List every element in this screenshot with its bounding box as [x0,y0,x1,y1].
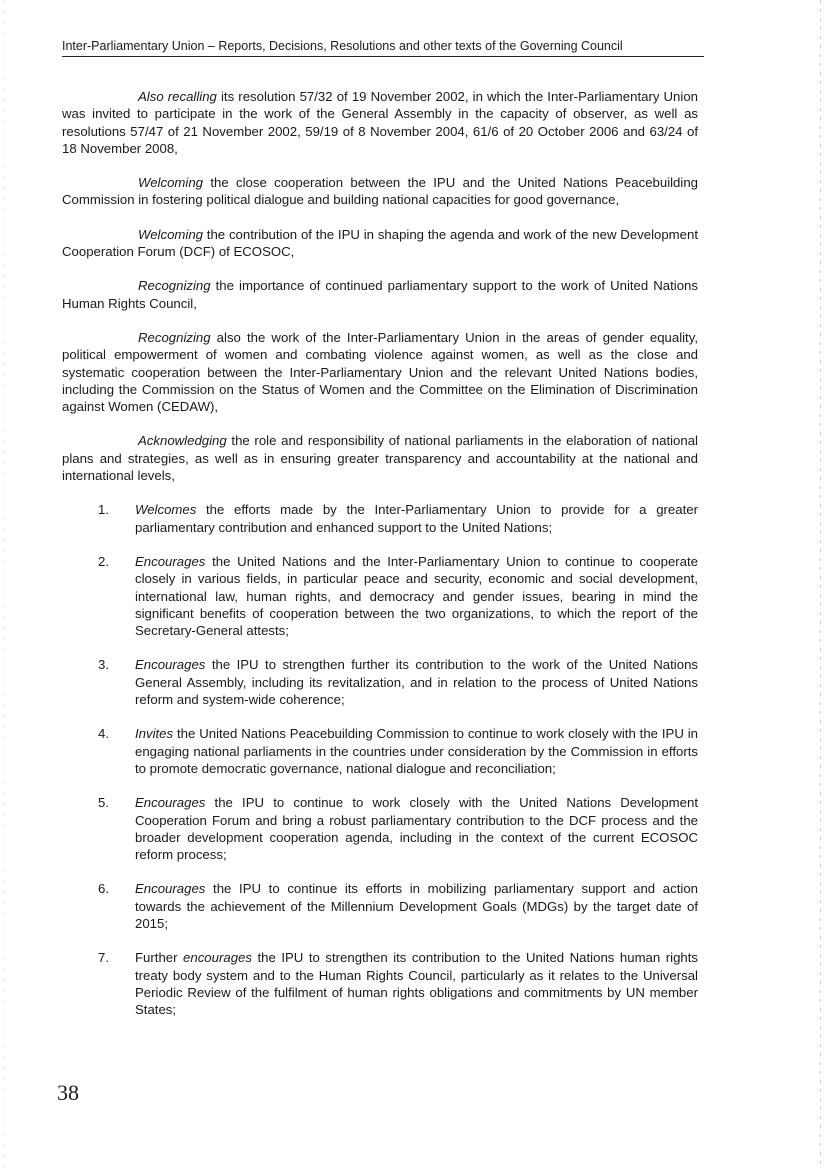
item-lead: Encourages [135,881,206,897]
preamble-text: also the work of the Inter-Parliamentary Union in the areas of gender equality, political empowerment of women and combating violence against women, as well as the close and systematic cooperation between the Inter-Parliamentary Union and the relevant United Nations bodies, including the Commission on the Status of Women and the Committee on the Elimination of Discrimination against Women (CEDAW), [62,329,698,415]
item-lead: Encourages [135,553,206,569]
operative-item [62,794,698,863]
operative-item [62,656,698,708]
page-number: 38 [57,1080,79,1105]
preamble-lead: Welcoming [138,175,203,191]
scan-edge-right [820,0,821,1168]
preamble-paragraph [62,88,698,157]
item-number: 6. [98,881,109,897]
item-text: the IPU to strengthen further its contribution to the work of the United Nations General Assembly, including its revitalization, and in relation to the process of United Nations reform and system-wide coherence; [135,657,698,708]
item-text: the IPU to continue its efforts in mobilizing parliamentary support and action towards the achievement of the Millennium Development Goals (MDGs) by the target date of 2015; [135,881,698,931]
preamble-lead: Recognizing [138,278,211,294]
item-text: the United Nations and the Inter-Parliamentary Union to continue to cooperate closely in various fields, in particular peace and security, economic and social development, international law, human rights, and democracy and gender issues, bearing in mind the significant benefits of cooperation between the two organizations, to which the report of the Secretary-General attests; [135,553,698,639]
running-header: Inter-Parliamentary Union – Reports, Decisions, Resolutions and other texts of the Governing Council [62,38,704,57]
operative-item [62,553,698,639]
preamble-lead: Also recalling [138,89,217,104]
preamble-text: the contribution of the IPU in shaping the agenda and work of the new Development Cooperation Forum (DCF) of ECOSOC, [62,226,698,260]
operative-item [62,501,698,536]
item-text: the efforts made by the Inter-Parliamentary Union to provide for a greater parliamentary contribution and enhanced support to the United Nations; [135,502,698,535]
item-lead: Encourages [135,795,206,811]
item-lead: encourages [183,950,252,966]
preamble-text: its resolution 57/32 of 19 November 2002, in which the Inter-Parliamentary Union was invited to participate in the work of the General Assembly in the capacity of observer, as well as resolutions 57/47 of 21 November 2002, 59/19 of 8 November 2004, 61/6 of 20 October 2006 and 63/24 of 18 November 2008, [62,89,698,156]
item-pre: Further [135,950,184,966]
preamble-lead: Acknowledging [138,433,227,449]
preamble-text: the close cooperation between the IPU and the United Nations Peacebuilding Commission in fostering political dialogue and building national capacities for good governance, [62,175,698,208]
item-text: the United Nations Peacebuilding Commission to continue to work closely with the IPU in engaging national parliaments in the countries under consideration by the Commission in efforts to promote democratic governance, national dialogue and reconciliation; [135,726,698,776]
item-lead: Welcomes [135,502,197,518]
preamble-paragraph [62,329,698,415]
preamble-section [62,88,698,484]
preamble-text: the role and responsibility of national parliaments in the elaboration of national plans and strategies, as well as in ensuring greater transparency and accountability at the national and international levels, [62,433,698,484]
item-lead: Invites [135,726,174,742]
operative-item [62,725,698,777]
item-text: the IPU to strengthen its contribution to the United Nations human rights treaty body system and to the Human Rights Council, particularly as it relates to the Universal Periodic Review of the fulfilment of human rights obligations and commitments by UN member States; [135,950,698,1018]
preamble-paragraph [62,174,698,209]
preamble-paragraph [62,226,698,261]
item-text: the IPU to continue to work closely with the United Nations Development Cooperation Forum and bring a robust parliamentary contribution to the DCF process and the broader development cooperation agenda, including in the context of the current ECOSOC reform process; [135,795,698,863]
operative-item [62,880,698,932]
preamble-paragraph [62,277,698,312]
preamble-text: the importance of continued parliamentary support to the work of United Nations Human Rights Council, [62,278,698,311]
item-number: 5. [98,795,109,811]
item-number: 2. [98,553,109,569]
preamble-lead: Welcoming [138,226,203,242]
item-number: 1. [98,502,109,518]
scan-edge-left [3,0,4,1168]
item-number: 4. [98,726,109,742]
resolution-body [62,88,698,1035]
item-number: 7. [98,950,109,966]
preamble-lead: Recognizing [138,329,211,345]
item-lead: Encourages [135,657,206,673]
operative-list [62,501,698,1018]
preamble-paragraph [62,432,698,484]
item-number: 3. [98,657,109,673]
operative-item [62,949,698,1018]
